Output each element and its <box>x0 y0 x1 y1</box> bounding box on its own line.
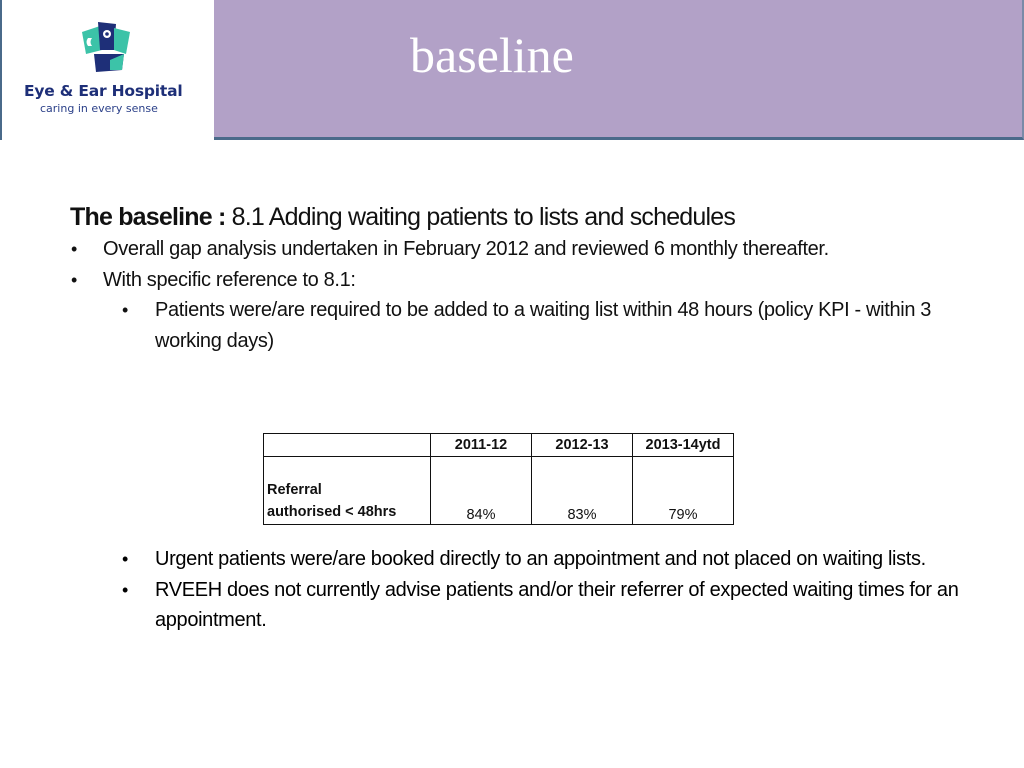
bullet-icon: • <box>122 579 128 600</box>
bullet-icon: • <box>71 269 77 290</box>
bullet-text: With specific reference to 8.1: <box>103 268 356 291</box>
bullet-icon: • <box>71 239 77 259</box>
table-header-cell: 2012-13 <box>532 434 633 457</box>
logo-panel <box>0 0 214 140</box>
referral-table-container <box>263 433 734 525</box>
section-heading <box>70 200 990 234</box>
table-row-label <box>264 457 431 525</box>
table-header-row <box>264 434 734 457</box>
title-bar <box>214 0 1024 140</box>
bullet-text: Urgent patients were/are booked directly to an appointment and not placed on waiting lists. <box>155 548 926 570</box>
table-cell: 79% <box>633 457 734 525</box>
row-label-line: Referral <box>267 482 322 498</box>
sub-bullet-item <box>70 295 990 356</box>
hospital-name: Eye & Ear Hospital <box>24 82 183 100</box>
referral-table <box>263 433 734 525</box>
table-cell: 83% <box>532 457 633 525</box>
content-body <box>70 200 990 356</box>
table-header-cell: 2011-12 <box>431 434 532 457</box>
bullet-text: Overall gap analysis undertaken in February 2012 and reviewed 6 monthly thereafter. <box>103 238 829 260</box>
bullet-item <box>70 234 990 265</box>
sub-bullet-item <box>70 544 990 575</box>
sub-bullet-item <box>70 575 990 636</box>
table-header-cell: 2013-14ytd <box>633 434 734 457</box>
bullet-icon: • <box>122 549 128 569</box>
bullet-text: RVEEH does not currently advise patients and/or their referrer of expected waiting times for an appointment. <box>155 578 959 631</box>
bullet-list <box>70 544 990 636</box>
bullet-list <box>70 234 990 356</box>
bullet-text: Patients were/are required to be added to a waiting list within 48 hours (policy KPI - within 3 working days) <box>155 299 932 352</box>
bullet-icon: • <box>122 300 128 320</box>
hospital-tagline: caring in every sense <box>40 102 158 115</box>
table-cell: 84% <box>431 457 532 525</box>
lower-content <box>70 544 990 636</box>
row-label-line: authorised < 48hrs <box>267 504 397 520</box>
heading-text: 8.1 Adding waiting patients to lists and schedules <box>225 203 736 231</box>
hospital-logo-icon <box>80 20 132 74</box>
table-header-cell <box>264 434 431 457</box>
heading-bold-label: The baseline : <box>70 203 226 231</box>
table-row <box>264 457 734 525</box>
bullet-item <box>70 265 990 296</box>
slide-title: baseline <box>410 27 574 83</box>
